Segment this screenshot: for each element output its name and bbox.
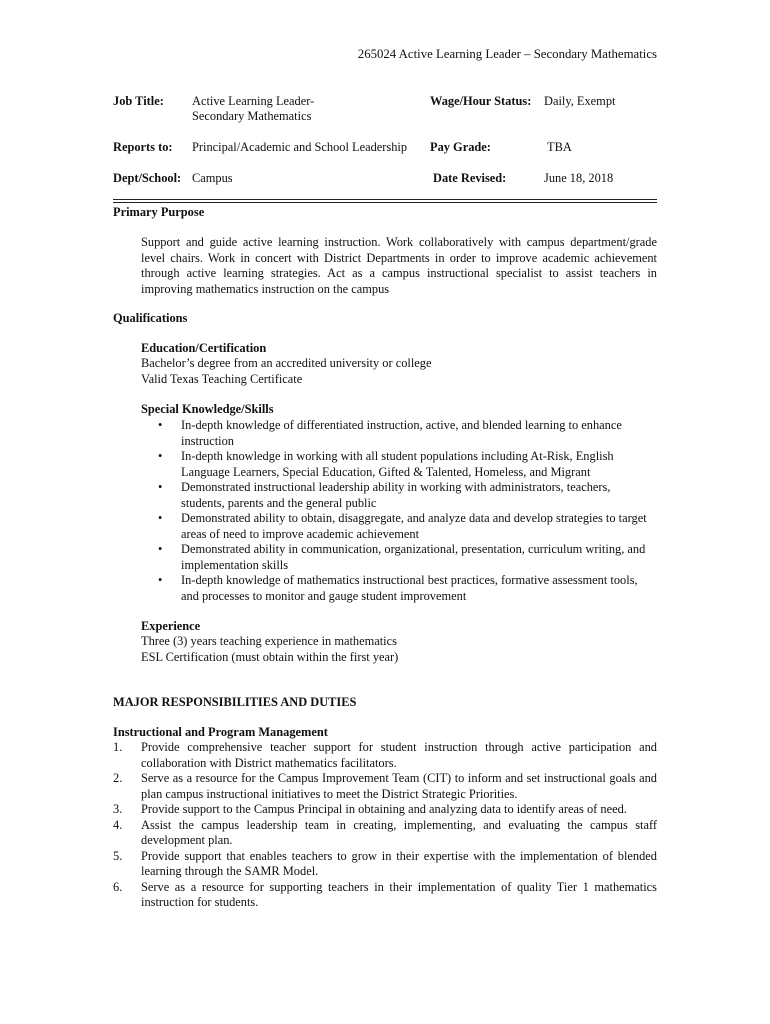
bullet-icon: •: [158, 573, 163, 587]
skills-list-item: • In-depth knowledge of differentiated instruction, active, and blended learning to enhance instruction: [158, 418, 622, 448]
reports-to-value: Principal/Academic and School Leadership: [192, 140, 408, 154]
skills-list-item: • Demonstrated ability in communication, organizational, presentation, curriculum writing, and implementation skills: [158, 542, 646, 572]
dept-school-value: Campus: [192, 171, 233, 185]
document-header-title: 265024 Active Learning Leader – Secondary Mathematics: [357, 47, 657, 61]
skills-list-item: • In-depth knowledge of mathematics instructional best practices, formative assessment tools, and processes to monitor and gauge student improvement: [158, 573, 638, 603]
job-title-label: Job Title:: [113, 94, 164, 108]
list-item: 5. Provide support that enables teachers to grow in their expertise with the implementation of blended learning through the SAMR Model.: [113, 848, 657, 878]
bullet-icon: •: [158, 418, 163, 432]
divider-line-bottom: [113, 202, 657, 203]
list-item: 4. Assist the campus leadership team in creating, implementing, and evaluating the campus staff development plan.: [113, 817, 657, 847]
experience-heading: Experience: [141, 619, 201, 633]
responsibilities-heading: MAJOR RESPONSIBILITIES AND DUTIES: [113, 695, 357, 709]
bullet-icon: •: [158, 511, 163, 525]
primary-purpose-heading: Primary Purpose: [113, 205, 205, 219]
experience-item-teaching: Three (3) years teaching experience in mathematics: [141, 634, 397, 648]
bullet-icon: •: [158, 480, 163, 494]
date-revised-label: Date Revised:: [433, 171, 507, 185]
reports-to-label: Reports to:: [113, 140, 173, 154]
education-heading: Education/Certification: [141, 341, 267, 355]
responsibilities-list: [113, 740, 657, 911]
experience-item-esl: ESL Certification (must obtain within the first year): [141, 650, 399, 664]
bullet-icon: •: [158, 449, 163, 463]
date-revised-value: June 18, 2018: [544, 171, 614, 185]
list-item: 6. Serve as a resource for supporting teachers in their implementation of quality Tier 1 mathematics instruction for students.: [113, 879, 657, 909]
job-title-value-line2: Secondary Mathematics: [192, 109, 312, 123]
primary-purpose-text: Support and guide active learning instruction. Work collaboratively with campus department/grade level chairs. Work in concert with District Departments in order to improve academic achievement through active learning strategies. Act as a campus instructional specialist to assist teachers in improving mathematics instruction on the campus: [141, 235, 657, 296]
job-title-value-line1: Active Learning Leader-: [192, 94, 315, 108]
education-item-certificate: Valid Texas Teaching Certificate: [141, 372, 303, 386]
skills-list-item: • Demonstrated instructional leadership ability in working with administrators, teachers, students, parents and the general public: [158, 480, 611, 510]
wage-status-value: Daily, Exempt: [544, 94, 616, 108]
skills-list-item: • In-depth knowledge in working with all student populations including At-Risk, English Language Learners, Special Education, Gifted & Talented, Homeless, and Migrant: [158, 449, 614, 479]
skills-list-item: • Demonstrated ability to obtain, disaggregate, and analyze data and develop strategies to target areas of need to improve academic achievement: [158, 511, 647, 541]
bullet-icon: •: [158, 542, 163, 556]
skills-heading: Special Knowledge/Skills: [141, 402, 274, 416]
wage-status-label: Wage/Hour Status:: [430, 94, 532, 108]
pay-grade-label: Pay Grade:: [430, 140, 491, 154]
skills-list: [141, 418, 657, 604]
list-item: 2. Serve as a resource for the Campus Improvement Team (CIT) to inform and set instructional goals and plan campus instructional initiatives to meet the District Strategic Priorities.: [113, 771, 657, 801]
dept-school-label: Dept/School:: [113, 171, 182, 185]
list-item: 3. Provide support to the Campus Principal in obtaining and analyzing data to identify areas of need.: [113, 802, 627, 816]
list-item: 1. Provide comprehensive teacher support for student instruction through active participation and collaboration with District mathematics facilitators.: [113, 740, 657, 770]
instructional-management-heading: Instructional and Program Management: [113, 725, 328, 739]
divider-line-top: [113, 199, 657, 200]
education-item-degree: Bachelor’s degree from an accredited university or college: [141, 356, 432, 370]
qualifications-heading: Qualifications: [113, 311, 188, 325]
pay-grade-value: TBA: [547, 140, 572, 154]
